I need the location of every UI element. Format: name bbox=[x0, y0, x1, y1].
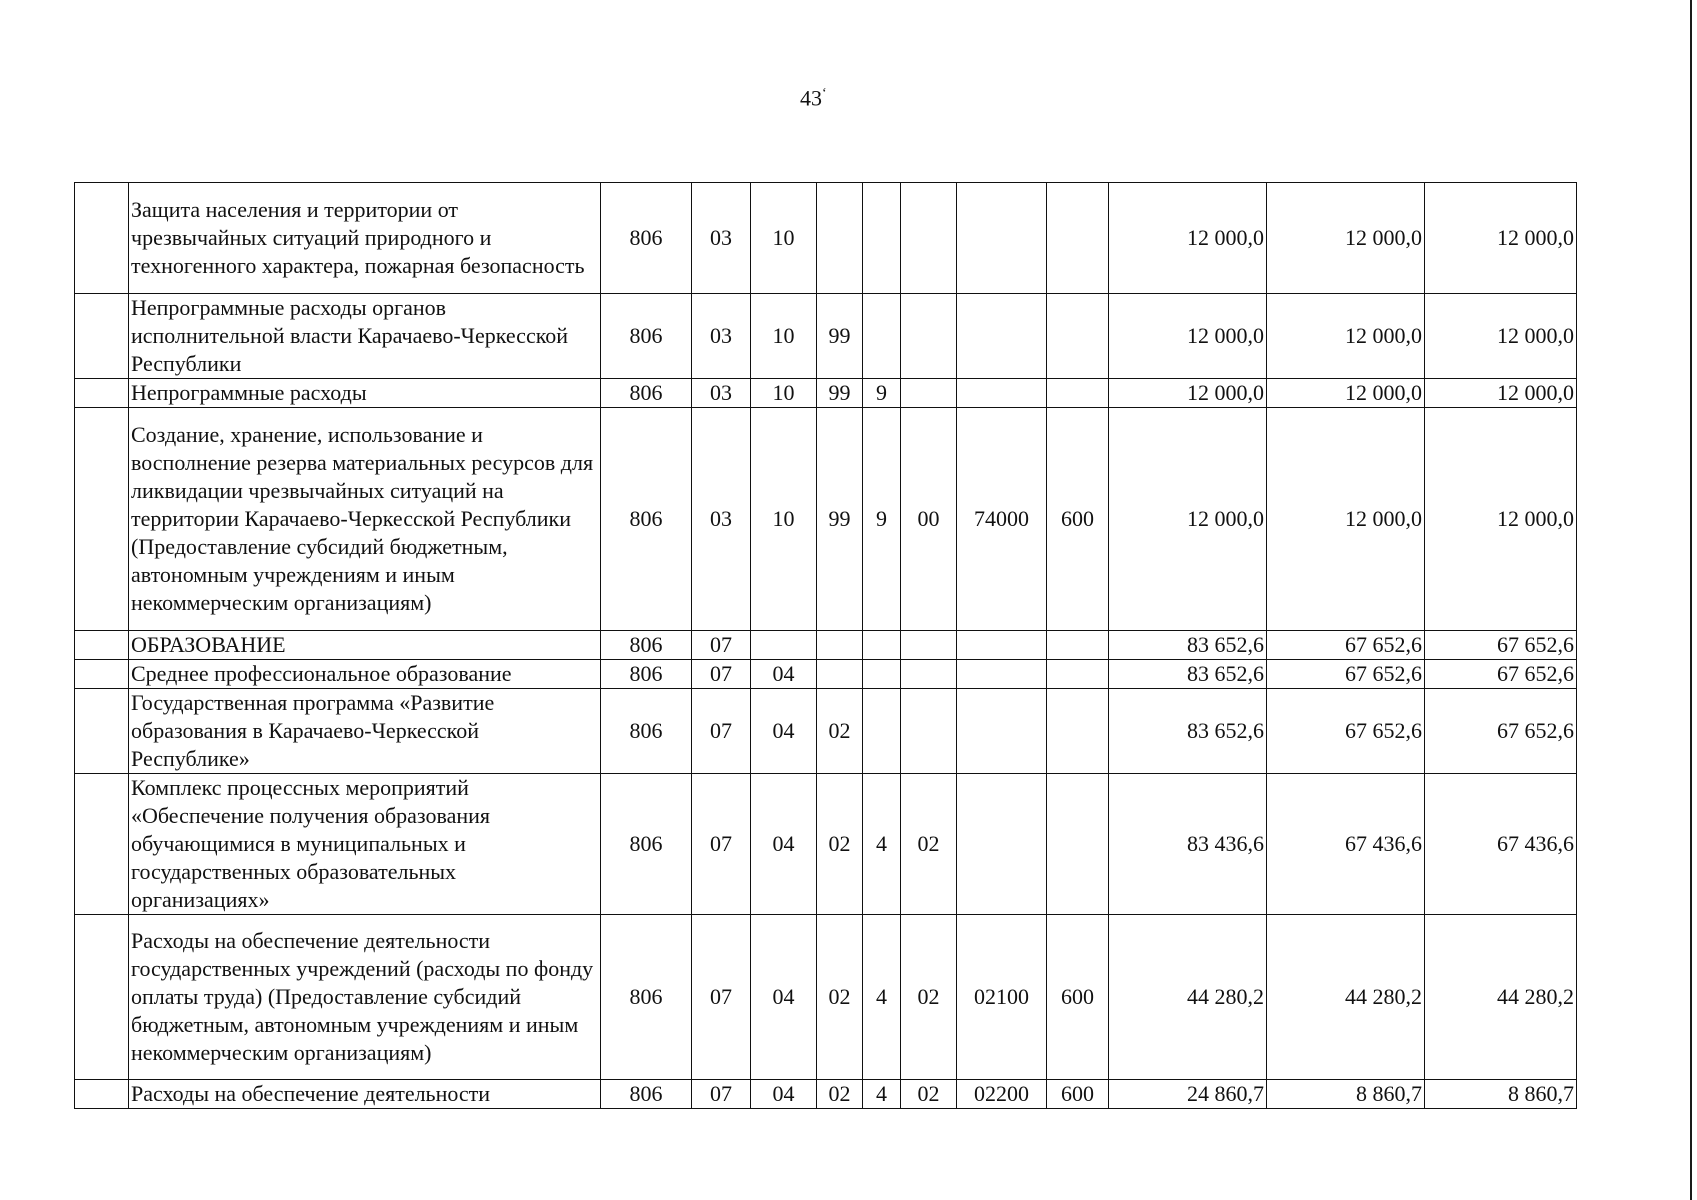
sum-year-2: 12 000,0 bbox=[1267, 183, 1425, 294]
sum-year-2: 12 000,0 bbox=[1267, 408, 1425, 631]
row-name: Комплекс процессных мероприятий «Обеспечение получения образования обучающимися в муниципальных и государственных образовательных организациях» bbox=[129, 774, 601, 915]
row-number-cell bbox=[75, 689, 129, 774]
table-row bbox=[75, 689, 1577, 774]
sum-year-1: 83 652,6 bbox=[1109, 631, 1267, 660]
code-ved: 806 bbox=[601, 631, 692, 660]
row-name: Создание, хранение, использование и восполнение резерва материальных ресурсов для ликвидации чрезвычайных ситуаций на территории Карачаево-Черкесской Республики (Предоставление субсидий бюджетным, автономным учреждениям и иным некоммерческим организациям) bbox=[129, 408, 601, 631]
code-vr bbox=[1047, 660, 1109, 689]
row-name: ОБРАЗОВАНИЕ bbox=[129, 631, 601, 660]
code-rz: 03 bbox=[692, 379, 751, 408]
code-pr: 04 bbox=[751, 689, 817, 774]
code-pr: 04 bbox=[751, 660, 817, 689]
code-pr: 10 bbox=[751, 183, 817, 294]
sum-year-3: 12 000,0 bbox=[1425, 294, 1577, 379]
table-row bbox=[75, 408, 1577, 631]
row-name: Расходы на обеспечение деятельности государственных учреждений (расходы по фонду оплаты труда) (Предоставление субсидий бюджетным, автономным учреждениям и иным некоммерческим организациям) bbox=[129, 915, 601, 1080]
code-activity: 02 bbox=[901, 915, 957, 1080]
code-direction bbox=[957, 379, 1047, 408]
sum-year-1: 83 652,6 bbox=[1109, 689, 1267, 774]
code-ved: 806 bbox=[601, 1080, 692, 1109]
code-direction bbox=[957, 183, 1047, 294]
table-row bbox=[75, 915, 1577, 1080]
code-rz: 03 bbox=[692, 183, 751, 294]
table-row bbox=[75, 774, 1577, 915]
row-name: Среднее профессиональное образование bbox=[129, 660, 601, 689]
table-row bbox=[75, 1080, 1577, 1109]
table-row bbox=[75, 660, 1577, 689]
code-rz: 07 bbox=[692, 1080, 751, 1109]
sum-year-3: 12 000,0 bbox=[1425, 379, 1577, 408]
sum-year-3: 12 000,0 bbox=[1425, 183, 1577, 294]
sum-year-2: 67 652,6 bbox=[1267, 660, 1425, 689]
code-ved: 806 bbox=[601, 379, 692, 408]
code-rz: 07 bbox=[692, 631, 751, 660]
sum-year-3: 67 652,6 bbox=[1425, 631, 1577, 660]
code-ved: 806 bbox=[601, 689, 692, 774]
code-pr bbox=[751, 631, 817, 660]
sum-year-3: 67 652,6 bbox=[1425, 660, 1577, 689]
scan-edge-line bbox=[1690, 0, 1692, 1200]
sum-year-1: 12 000,0 bbox=[1109, 379, 1267, 408]
code-subprogram: 4 bbox=[863, 915, 901, 1080]
code-activity: 02 bbox=[901, 1080, 957, 1109]
code-pr: 04 bbox=[751, 774, 817, 915]
code-direction: 02200 bbox=[957, 1080, 1047, 1109]
code-subprogram bbox=[863, 183, 901, 294]
table-row bbox=[75, 294, 1577, 379]
code-direction bbox=[957, 660, 1047, 689]
code-direction: 74000 bbox=[957, 408, 1047, 631]
code-vr bbox=[1047, 689, 1109, 774]
sum-year-1: 12 000,0 bbox=[1109, 294, 1267, 379]
code-activity bbox=[901, 689, 957, 774]
code-program bbox=[817, 183, 863, 294]
code-subprogram bbox=[863, 631, 901, 660]
code-program bbox=[817, 631, 863, 660]
page-number-value: 43 bbox=[800, 85, 822, 111]
code-pr: 04 bbox=[751, 915, 817, 1080]
code-vr: 600 bbox=[1047, 408, 1109, 631]
code-direction bbox=[957, 631, 1047, 660]
code-ved: 806 bbox=[601, 660, 692, 689]
code-activity: 02 bbox=[901, 774, 957, 915]
code-rz: 07 bbox=[692, 689, 751, 774]
sum-year-1: 12 000,0 bbox=[1109, 408, 1267, 631]
code-vr bbox=[1047, 631, 1109, 660]
sum-year-2: 67 652,6 bbox=[1267, 689, 1425, 774]
code-activity bbox=[901, 379, 957, 408]
code-program: 02 bbox=[817, 774, 863, 915]
code-direction bbox=[957, 774, 1047, 915]
sum-year-1: 83 652,6 bbox=[1109, 660, 1267, 689]
code-ved: 806 bbox=[601, 408, 692, 631]
row-number-cell bbox=[75, 915, 129, 1080]
code-pr: 10 bbox=[751, 379, 817, 408]
code-subprogram: 9 bbox=[863, 408, 901, 631]
sum-year-3: 67 436,6 bbox=[1425, 774, 1577, 915]
sum-year-3: 8 860,7 bbox=[1425, 1080, 1577, 1109]
code-activity: 00 bbox=[901, 408, 957, 631]
row-number-cell bbox=[75, 774, 129, 915]
code-program: 02 bbox=[817, 915, 863, 1080]
code-subprogram: 9 bbox=[863, 379, 901, 408]
sum-year-1: 24 860,7 bbox=[1109, 1080, 1267, 1109]
budget-table bbox=[74, 182, 1577, 1109]
code-pr: 04 bbox=[751, 1080, 817, 1109]
code-ved: 806 bbox=[601, 294, 692, 379]
code-ved: 806 bbox=[601, 915, 692, 1080]
row-number-cell bbox=[75, 379, 129, 408]
code-rz: 03 bbox=[692, 294, 751, 379]
code-program: 99 bbox=[817, 294, 863, 379]
row-number-cell bbox=[75, 408, 129, 631]
code-ved: 806 bbox=[601, 774, 692, 915]
code-direction bbox=[957, 294, 1047, 379]
code-direction bbox=[957, 689, 1047, 774]
sum-year-2: 44 280,2 bbox=[1267, 915, 1425, 1080]
code-subprogram bbox=[863, 294, 901, 379]
code-ved: 806 bbox=[601, 183, 692, 294]
row-number-cell bbox=[75, 660, 129, 689]
code-rz: 07 bbox=[692, 660, 751, 689]
sum-year-2: 67 652,6 bbox=[1267, 631, 1425, 660]
code-vr bbox=[1047, 183, 1109, 294]
table-row bbox=[75, 183, 1577, 294]
code-program: 99 bbox=[817, 408, 863, 631]
code-pr: 10 bbox=[751, 294, 817, 379]
sum-year-3: 67 652,6 bbox=[1425, 689, 1577, 774]
code-subprogram: 4 bbox=[863, 1080, 901, 1109]
code-direction: 02100 bbox=[957, 915, 1047, 1080]
sum-year-1: 44 280,2 bbox=[1109, 915, 1267, 1080]
code-vr: 600 bbox=[1047, 915, 1109, 1080]
sum-year-1: 83 436,6 bbox=[1109, 774, 1267, 915]
table-row bbox=[75, 379, 1577, 408]
sum-year-2: 67 436,6 bbox=[1267, 774, 1425, 915]
code-activity bbox=[901, 294, 957, 379]
page-number bbox=[800, 82, 827, 110]
code-activity bbox=[901, 660, 957, 689]
code-subprogram bbox=[863, 689, 901, 774]
code-activity bbox=[901, 183, 957, 294]
sum-year-2: 12 000,0 bbox=[1267, 294, 1425, 379]
code-rz: 07 bbox=[692, 774, 751, 915]
row-name: Государственная программа «Развитие образования в Карачаево-Черкесской Республике» bbox=[129, 689, 601, 774]
row-name: Непрограммные расходы органов исполнительной власти Карачаево-Черкесской Республики bbox=[129, 294, 601, 379]
code-vr bbox=[1047, 379, 1109, 408]
row-number-cell bbox=[75, 183, 129, 294]
code-subprogram: 4 bbox=[863, 774, 901, 915]
sum-year-3: 44 280,2 bbox=[1425, 915, 1577, 1080]
code-program: 02 bbox=[817, 689, 863, 774]
code-rz: 03 bbox=[692, 408, 751, 631]
row-name: Непрограммные расходы bbox=[129, 379, 601, 408]
sum-year-2: 8 860,7 bbox=[1267, 1080, 1425, 1109]
row-number-cell bbox=[75, 1080, 129, 1109]
code-rz: 07 bbox=[692, 915, 751, 1080]
code-program: 99 bbox=[817, 379, 863, 408]
code-activity bbox=[901, 631, 957, 660]
sum-year-3: 12 000,0 bbox=[1425, 408, 1577, 631]
code-vr bbox=[1047, 294, 1109, 379]
row-number-cell bbox=[75, 631, 129, 660]
sum-year-1: 12 000,0 bbox=[1109, 183, 1267, 294]
page-number-mark: ‘ bbox=[822, 86, 827, 101]
row-name: Расходы на обеспечение деятельности bbox=[129, 1080, 601, 1109]
code-vr: 600 bbox=[1047, 1080, 1109, 1109]
row-name: Защита населения и территории от чрезвычайных ситуаций природного и техногенного характера, пожарная безопасность bbox=[129, 183, 601, 294]
row-number-cell bbox=[75, 294, 129, 379]
code-program: 02 bbox=[817, 1080, 863, 1109]
code-subprogram bbox=[863, 660, 901, 689]
code-vr bbox=[1047, 774, 1109, 915]
table-row bbox=[75, 631, 1577, 660]
code-pr: 10 bbox=[751, 408, 817, 631]
sum-year-2: 12 000,0 bbox=[1267, 379, 1425, 408]
code-program bbox=[817, 660, 863, 689]
